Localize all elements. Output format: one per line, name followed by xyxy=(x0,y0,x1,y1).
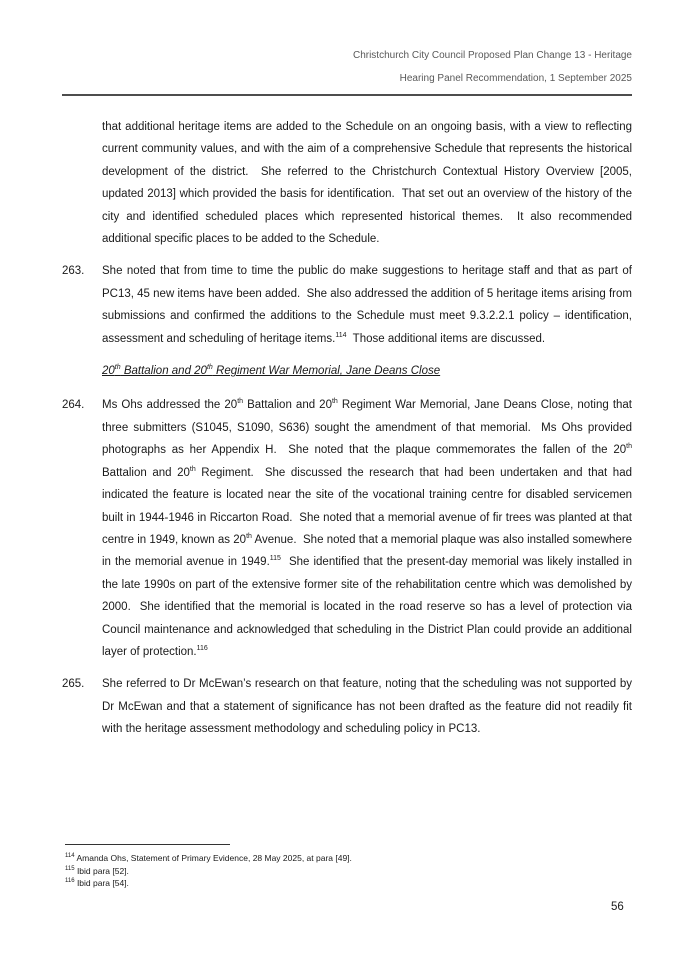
paragraph-263 xyxy=(62,260,636,350)
paragraph-number-blank xyxy=(62,116,102,250)
paragraph-number: 263. xyxy=(62,265,85,278)
paragraph-264 xyxy=(62,394,636,663)
paragraph-text: She noted that from time to time the public do make suggestions to heritage staff and that as part of PC13, 45 new items have been added. She also addressed the addition of 5 heritage items arising from submissions and confirmed the additions to the Schedule must meet 9.3.2.2.1 policy – identification, assessment and scheduling of heritage items.$^{114}$ Those additional items are discussed. xyxy=(102,265,636,345)
paragraph-continuation xyxy=(62,116,636,250)
footnote-116: $^{116}$ Ibid para [54]. xyxy=(65,878,129,888)
paragraph-text: that additional heritage items are added to the Schedule on an ongoing basis, with a view to reflecting current community values, and with the aim of a comprehensive Schedule that represents the historical development of the district. She referred to the Christchurch Contextual History Overview [2005, updated 2013] which provided the basis for identification. That set out an overview of the history of the city and identified scheduled places which represented historical themes. It also recommended additional specific places to be added to the Schedule. xyxy=(102,121,636,246)
header-subtitle: Hearing Panel Recommendation, 1 September 2025 xyxy=(399,73,632,84)
paragraph-text: Ms Ohs addressed the 20th Battalion and 20th Regiment War Memorial, Jane Deans Close, noting that three submitters (S1045, S1090, S636) sought the amendment of that memorial. Ms Ohs provided photographs as her Appendix H. She noted that the plaque commemorates the fallen of the 20th Battalion and 20th Regiment. She discussed the research that had been undertaken and that had indicated the feature is located near the site of the vocational training centre for disabled servicemen built in 1944-1946 in Riccarton Road. She noted that a memorial avenue of fir trees was planted at that centre in 1949, known as 20th Avenue. She noted that a memorial plaque was also installed somewhere in the memorial avenue in 1949.$^{115}$ She identified that the present-day memorial was likely installed in the late 1990s on part of the extensive former site of the rehabilitation centre which was demolished by 2000. She identified that the memorial is located in the road reserve so has a level of protection via Council maintenance and acknowledged that scheduling in the District Plan could provide an additional layer of protection.$^{116}$ xyxy=(102,398,636,658)
paragraph-number: 265. xyxy=(62,678,85,691)
footnotes-section xyxy=(65,844,352,890)
footnote-114: $^{114}$ Amanda Ohs, Statement of Primary Evidence, 28 May 2025, at para [49]. xyxy=(65,853,352,863)
header-rule xyxy=(62,94,632,96)
footnote-115: $^{115}$ Ibid para [52]. xyxy=(65,865,129,876)
header-title: Christchurch City Council Proposed Plan Change 13 - Heritage xyxy=(352,50,632,61)
document-body xyxy=(62,116,636,751)
paragraph-265 xyxy=(62,673,636,740)
paragraph-number: 264. xyxy=(62,399,85,412)
page-number: 56 xyxy=(611,901,624,913)
section-heading: 20th Battalion and 20th Regiment War Memorial, Jane Deans Close xyxy=(102,364,441,378)
page-header xyxy=(62,50,632,101)
paragraph-text: She referred to Dr McEwan’s research on that feature, noting that the scheduling was not supported by Dr McEwan and that a statement of significance has not been drafted as the feature did not readily fit with the heritage assessment methodology and scheduling policy in PC13. xyxy=(102,678,636,736)
footnote-separator xyxy=(65,844,230,845)
